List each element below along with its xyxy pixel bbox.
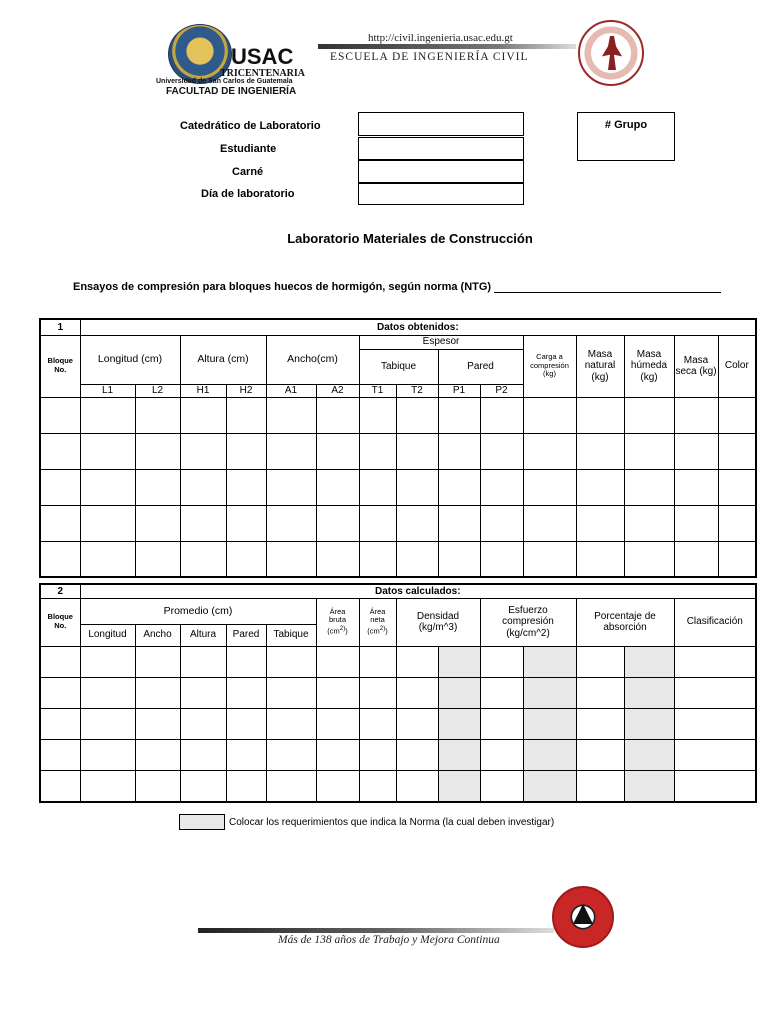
catedratico-label: Catedrático de Laboratorio <box>180 120 321 132</box>
table-row <box>40 739 756 770</box>
sub-p2: P2 <box>480 384 523 397</box>
usac-logo-text: USAC <box>231 44 294 69</box>
grupo-label: # Grupo <box>604 119 648 131</box>
bloque-header: Bloque No. <box>40 335 80 397</box>
bloque2-header: Bloque No. <box>40 598 80 646</box>
sub-h1: H1 <box>180 384 226 397</box>
header-bar <box>318 44 576 49</box>
footer-bar <box>198 928 554 933</box>
sub-a2: A2 <box>316 384 359 397</box>
dia-laboratorio-label: Día de laboratorio <box>201 188 295 200</box>
tricentenaria-text: TRICENTENARIA <box>220 68 306 79</box>
table1-number: 1 <box>40 319 80 335</box>
footer-motto: Más de 138 años de Trabajo y Mejora Continua <box>278 934 500 946</box>
sub-l1: L1 <box>80 384 135 397</box>
esfuerzo-header: Esfuerzo compresión (kg/cm^2) <box>480 598 576 646</box>
sub-p1: P1 <box>438 384 480 397</box>
subtitle: Ensayos de compresión para bloques huecos de hormigón, según norma (NTG) <box>73 281 492 293</box>
table-row <box>40 433 756 469</box>
legend-text: Colocar los requerimientos que indica la Norma (la cual deben investigar) <box>229 817 555 828</box>
sub-t2: T2 <box>396 384 438 397</box>
civil-engineering-seal <box>578 20 644 86</box>
carne-field[interactable] <box>358 160 524 183</box>
table2-body <box>40 646 756 802</box>
accreditation-seal <box>552 886 614 948</box>
carne-label: Carné <box>232 166 264 178</box>
sub-ancho: Ancho <box>135 624 180 646</box>
porcentaje-absorcion-header: Porcentaje de absorción <box>576 598 674 646</box>
sub-a1: A1 <box>266 384 316 397</box>
facultad-text: FACULTAD DE INGENIERÍA <box>166 86 297 97</box>
legend-swatch <box>179 814 225 830</box>
norma-line <box>494 292 721 293</box>
table2-number: 2 <box>40 584 80 598</box>
tabique-header: Tabique <box>359 349 438 384</box>
sub-t1: T1 <box>359 384 396 397</box>
page-title: Laboratorio Materiales de Construcción <box>287 231 533 246</box>
escuela-title: ESCUELA DE INGENIERÍA CIVIL <box>330 51 529 63</box>
longitud-header: Longitud (cm) <box>80 335 180 384</box>
densidad-header: Densidad (kg/m^3) <box>396 598 480 646</box>
website-url: http://civil.ingenieria.usac.edu.gt <box>368 32 513 44</box>
masa-seca-header: Masa seca (kg) <box>674 335 718 397</box>
estudiante-label: Estudiante <box>220 143 277 155</box>
area-neta-header: Área neta $(cm^{2)})$ <box>359 598 396 646</box>
clasificacion-header: Clasificación <box>674 598 756 646</box>
catedratico-field[interactable] <box>358 112 524 136</box>
sub-tabique: Tabique <box>266 624 316 646</box>
sub-h2: H2 <box>226 384 266 397</box>
sub-l2: L2 <box>135 384 180 397</box>
table-row <box>40 677 756 708</box>
pared-header: Pared <box>438 349 523 384</box>
grupo-field[interactable] <box>577 112 675 161</box>
datos-calculados-table <box>39 583 757 803</box>
estudiante-field[interactable] <box>358 137 524 160</box>
table1-body <box>40 397 756 577</box>
ancho-header: Ancho(cm) <box>266 335 359 384</box>
table-row <box>40 469 756 505</box>
table-row <box>40 397 756 433</box>
table-row <box>40 541 756 577</box>
table-row <box>40 708 756 739</box>
table-row <box>40 505 756 541</box>
sub-altura: Altura <box>180 624 226 646</box>
altura-header: Altura (cm) <box>180 335 266 384</box>
sub-pared: Pared <box>226 624 266 646</box>
masa-natural-header: Masa natural (kg) <box>576 335 624 397</box>
carga-compresion-header: Carga a compresión (kg) <box>523 335 576 397</box>
table-row <box>40 770 756 802</box>
universidad-text: Universidad de San Carlos de Guatemala <box>156 78 293 85</box>
sub-longitud: Longitud <box>80 624 135 646</box>
masa-humeda-header: Masa húmeda (kg) <box>624 335 674 397</box>
promedio-header: Promedio (cm) <box>80 598 316 624</box>
color-header: Color <box>718 335 756 397</box>
dia-laboratorio-field[interactable] <box>358 183 524 205</box>
table1-section-title: Datos obtenidos: <box>80 319 756 335</box>
datos-obtenidos-table <box>39 318 757 578</box>
table2-section-title: Datos calculados: <box>80 584 756 598</box>
espesor-header: Espesor <box>359 335 523 349</box>
area-bruta-header: Área bruta $(cm^{2)})$ <box>316 598 359 646</box>
table-row <box>40 646 756 677</box>
